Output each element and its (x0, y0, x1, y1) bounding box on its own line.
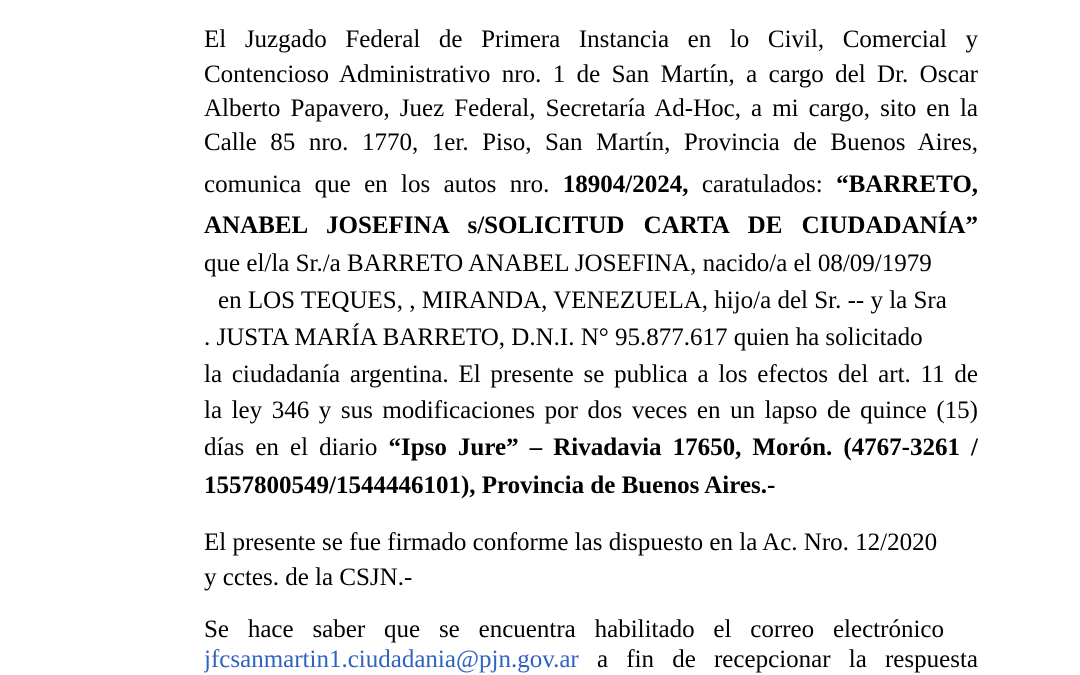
email-link[interactable]: jfcsanmartin1.ciudadania@pjn.gov.ar (204, 646, 579, 673)
signature-note-line-2: y cctes. de la CSJN.- (204, 564, 413, 591)
case-title-part-2: ANABEL JOSEFINA s/SOLICITUD CARTA DE CIUDADANÍA” (204, 212, 978, 239)
case-title-part-1: “BARRETO, (836, 171, 978, 198)
notice-line-4: Calle 85 nro. 1770, 1er. Piso, San Martín, Provincia de Buenos Aires, (204, 129, 978, 156)
notice-line-8: en LOS TEQUES, , MIRANDA, VENEZUELA, hijo/a del Sr. -- y la Sra (218, 287, 947, 314)
email-notice-line-1: Se hace saber que se encuentra habilitado el correo electrónico (204, 616, 944, 643)
notice-line-11: la ley 346 y sus modificaciones por dos veces en un lapso de quince (15) (204, 397, 978, 424)
notice-line-12-text: días en el diario (204, 434, 378, 461)
email-notice-line-2 (204, 645, 978, 675)
notice-line-5 (204, 170, 978, 200)
email-notice-line-2-text: a fin de recepcionar la respuesta (596, 646, 978, 673)
notice-line-3: Alberto Papavero, Juez Federal, Secretaría Ad-Hoc, a mi cargo, sito en la (204, 95, 978, 122)
notice-line-1: El Juzgado Federal de Primera Instancia en lo Civil, Comercial y (204, 26, 978, 53)
newspaper-details-part-2: 1557800549/1544446101), Provincia de Buenos Aires.- (204, 472, 776, 499)
signature-note-line-1: El presente se fue firmado conforme las dispuesto en la Ac. Nro. 12/2020 (204, 529, 938, 556)
notice-line-2: Contencioso Administrativo nro. 1 de San Martín, a cargo del Dr. Oscar (204, 61, 978, 88)
notice-line-12 (204, 433, 978, 463)
case-number: 18904/2024, (562, 171, 689, 198)
notice-line-10: la ciudadanía argentina. El presente se publica a los efectos del art. 11 de (204, 361, 978, 388)
newspaper-details-part-1: “Ipso Jure” – Rivadavia 17650, Morón. (4767-3261 / (388, 434, 978, 461)
notice-line-7: que el/la Sr./a BARRETO ANABEL JOSEFINA, nacido/a el 08/09/1979 (204, 250, 932, 277)
notice-line-5-text: comunica que en los autos nro. (204, 171, 550, 198)
notice-line-5-caratulados: caratulados: (701, 171, 823, 198)
notice-line-9: . JUSTA MARÍA BARRETO, D.N.I. N° 95.877.617 quien ha solicitado (204, 324, 923, 351)
